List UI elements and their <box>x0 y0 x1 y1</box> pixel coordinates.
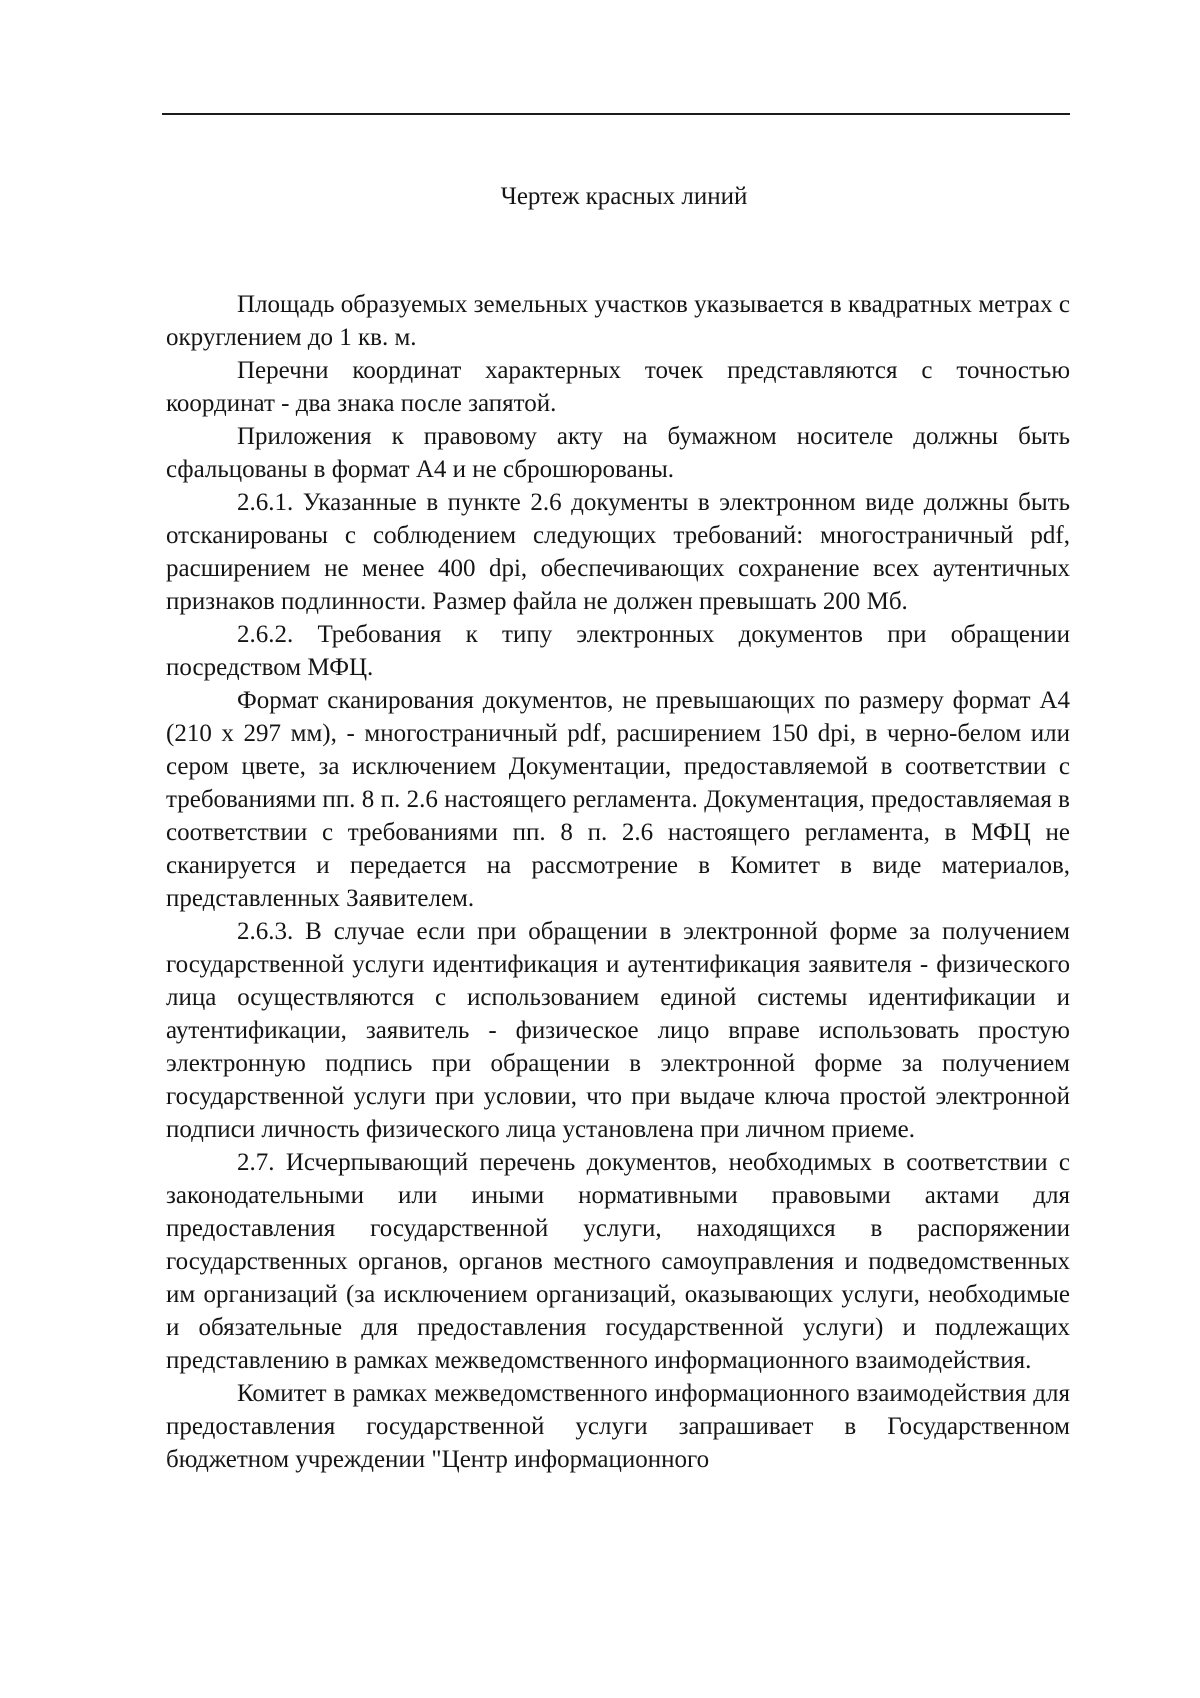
paragraph-scan-format: Формат сканирования документов, не превышающих по размеру формат А4 (210 х 297 мм), - многостраничный pdf, расширением 150 dpi, в черно-белом или сером цвете, за исключением Документации, предоставляемой в соответствии с требованиями пп. 8 п. 2.6 настоящего регламента. Документация, предоставляемая в соответствии с требованиями пп. 8 п. 2.6 настоящего регламента, в МФЦ не сканируется и передается на рассмотрение в Комитет в виде материалов, представленных Заявителем. <box>166 687 1070 912</box>
paragraph-2-6-1: 2.6.1. Указанные в пункте 2.6 документы в электронном виде должны быть отсканированы с соблюдением следующих требований: многостраничный pdf, расширением не менее 400 dpi, обеспечивающих сохранение всех аутентичных признаков подлинности. Размер файла не должен превышать 200 Мб. <box>166 489 1070 615</box>
paragraph-2-6-3: 2.6.3. В случае если при обращении в электронной форме за получением государственной услуги идентификация и аутентификация заявителя - физического лица осуществляются с использованием единой системы идентификации и аутентификации, заявитель - физическое лицо вправе использовать простую электронную подпись при обращении в электронной форме за получением государственной услуги при условии, что при выдаче ключа простой электронной подписи личность физического лица установлена при личном приеме. <box>166 918 1070 1143</box>
paragraph-committee-request: Комитет в рамках межведомственного информационного взаимодействия для предоставления государственной услуги запрашивает в Государственном бюджетном учреждении "Центр информационного <box>166 1380 1070 1473</box>
header-rule <box>162 113 1070 115</box>
paragraph-2-7: 2.7. Исчерпывающий перечень документов, необходимых в соответствии с законодательными или иными нормативными правовыми актами для предоставления государственной услуги, находящихся в распоряжении государственных органов, органов местного самоуправления и подведомственных им организаций (за исключением организаций, оказывающих услуги, необходимые и обязательные для предоставления государственной услуги) и подлежащих представлению в рамках межведомственного информационного взаимодействия. <box>166 1149 1070 1374</box>
document-body <box>166 288 1070 1476</box>
paragraph-attachments-format: Приложения к правовому акту на бумажном носителе должны быть сфальцованы в формат А4 и не сброшюрованы. <box>166 423 1070 483</box>
paragraph-2-6-2: 2.6.2. Требования к типу электронных документов при обращении посредством МФЦ. <box>166 621 1070 681</box>
paragraph-area-rounding: Площадь образуемых земельных участков указывается в квадратных метрах с округлением до 1 кв. м. <box>166 291 1070 351</box>
document-title: Чертеж красных линий <box>500 183 748 210</box>
paragraph-coordinates-precision: Перечни координат характерных точек представляются с точностью координат - два знака после запятой. <box>166 357 1070 417</box>
